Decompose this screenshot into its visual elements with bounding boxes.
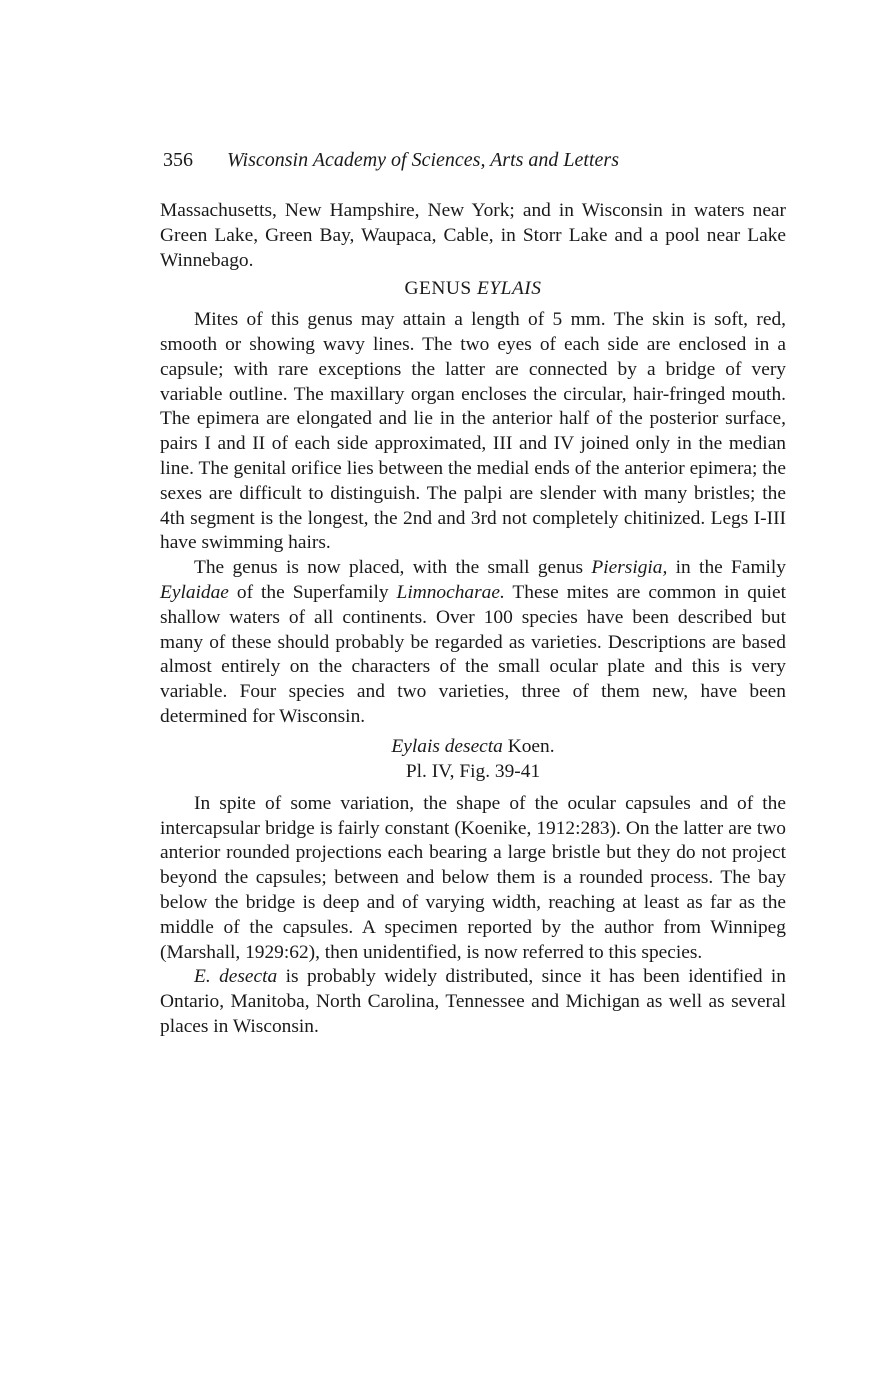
classification-text-4: These mites are common in quiet shallow waters of all continents. Over 100 species have been described but many of these should probably be regarded as varieties. Descriptions are based almost entirely on the characters of the small ocular plate and this is very variable. Four species and two varieties, three of them new, have been determined for Wisconsin. xyxy=(160,581,786,727)
species-description-paragraph: In spite of some variation, the shape of the ocular capsules and of the intercapsular bridge is fairly constant (Koenike, 1912:283). On the latter are two anterior rounded projections each bearing a large bristle but they do not project beyond the capsules; between and below them is a rounded process. The bay below the bridge is deep and of varying width, reaching at least as far as the middle of the capsules. A specimen reported by the author from Winnipeg (Marshall, 1929:62), then unidentified, is now referred to this species. xyxy=(160,792,786,963)
genus-heading-label: GENUS xyxy=(404,278,478,300)
intro-paragraph: Massachusetts, New Hampshire, New York; and in Wisconsin in waters near Green Lake, Green Bay, Waupaca, Cable, in Storr Lake and a pool near Lake Winnebago. xyxy=(160,200,786,271)
species-name: Eylais desecta xyxy=(391,735,503,757)
classification-superfamily: Limnocharae. xyxy=(396,581,505,603)
distribution-paragraph xyxy=(160,965,786,1039)
classification-text-2: in the Family xyxy=(667,557,786,579)
classification-text-3: of the Superfamily xyxy=(228,581,397,603)
genus-heading xyxy=(160,277,786,302)
genus-heading-name: EYLAIS xyxy=(477,278,542,300)
running-title: Wisconsin Academy of Sciences, Arts and Letters xyxy=(227,149,619,171)
page-number: 356 xyxy=(163,149,193,171)
page-body xyxy=(160,199,786,1040)
genus-description-paragraph: Mites of this genus may attain a length of 5 mm. The skin is soft, red, smooth or showing wavy lines. The two eyes of each side are enclosed in a capsule; with rare exceptions the latter are connected by a bridge of very variable outline. The maxillary organ encloses the circular, hair-fringed mouth. The epimera are elongated and lie in the anterior half of the posterior surface, pairs I and II of each side approximated, III and IV joined only in the median line. The genital orifice lies between the medial ends of the anterior epimera; the sexes are difficult to distinguish. The palpi are slender with many bristles; the 4th segment is the longest, the 2nd and 3rd not completely chitinized. Legs I-III have swimming hairs. xyxy=(160,309,786,554)
classification-genus: Piersigia, xyxy=(591,557,668,579)
classification-paragraph xyxy=(160,556,786,730)
species-heading xyxy=(160,734,786,759)
page-header xyxy=(163,146,783,174)
classification-family: Eylaidae xyxy=(160,581,229,603)
classification-text-1: The genus is now placed, with the small genus xyxy=(194,557,592,579)
distribution-text: is probably widely distributed, since it has been identified in Ontario, Manitoba, North Carolina, Tennessee and Michigan as well as several places in Wisconsin. xyxy=(160,966,787,1037)
plate-reference: Pl. IV, Fig. 39-41 xyxy=(405,760,541,782)
species-author: Koen. xyxy=(502,735,555,757)
distribution-species: E. desecta xyxy=(194,966,278,988)
